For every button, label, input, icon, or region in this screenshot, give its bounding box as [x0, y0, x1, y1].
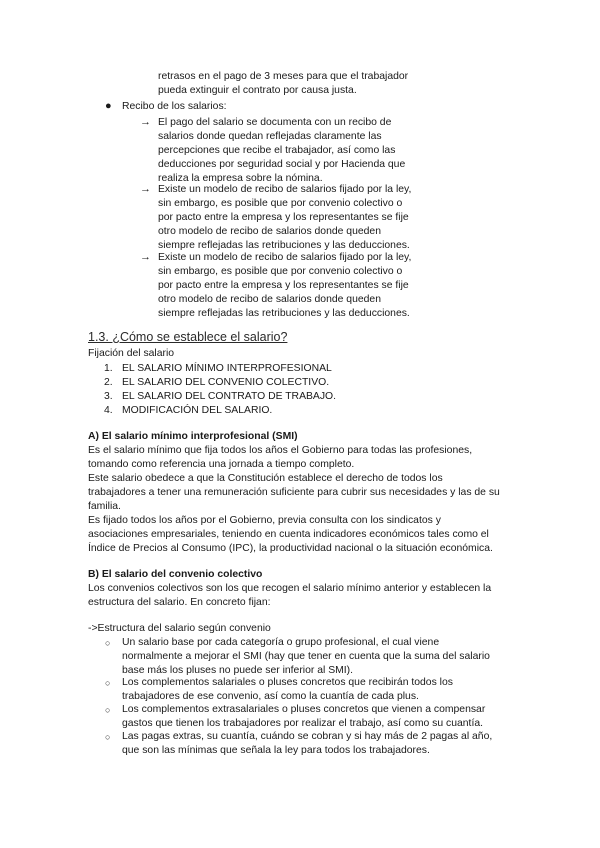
paragraph-line: Es fijado todos los años por el Gobierno, previa consulta con los sindicatos y	[88, 515, 441, 526]
numbered-list-item: EL SALARIO DEL CONVENIO COLECTIVO.	[122, 377, 330, 388]
bullet-dot-icon: ●	[105, 100, 112, 112]
paragraph-line: trabajadores a tener una remuneración suficiente para cubrir sus necesidades y las de su	[88, 487, 500, 498]
paragraph-line: tomando como referencia una jornada a tiempo completo.	[88, 459, 355, 470]
numbered-list-item: EL SALARIO MÍNIMO INTERPROFESIONAL	[122, 363, 332, 374]
section-heading	[88, 331, 287, 345]
list-number: 1.	[104, 363, 113, 374]
circle-list-line: Los complementos salariales o pluses concretos que recibirán todos los	[122, 677, 453, 688]
bullet-circle-icon: ○	[105, 705, 111, 715]
circle-list-line: base más los pluses no puede ser inferior al SMI).	[122, 665, 354, 676]
subsection-heading: B) El salario del convenio colectivo	[88, 569, 263, 580]
paragraph-line: Este salario obedece a que la Constitución establece el derecho de todos los	[88, 473, 443, 484]
list-number: 2.	[104, 377, 113, 388]
bullet-label: Recibo de los salarios:	[122, 101, 227, 112]
arrow-item-line: deducciones por seguridad social y por Hacienda que	[158, 159, 406, 170]
circle-list-line: Las pagas extras, su cuantía, cuándo se cobran y si hay más de 2 pagas al año,	[122, 731, 493, 742]
numbered-list-item: EL SALARIO DEL CONTRATO DE TRABAJO.	[122, 391, 337, 402]
arrow-item-line: El pago del salario se documenta con un recibo de	[158, 117, 392, 128]
numbered-list-item: MODIFICACIÓN DEL SALARIO.	[122, 405, 273, 416]
arrow-item-line: Existe un modelo de recibo de salarios fijado por la ley,	[158, 184, 412, 195]
arrow-item-line: percepciones que recibe el trabajador, así como las	[158, 145, 396, 156]
circle-list-line: Los complementos extrasalariales o pluses concretos que vienen a compensar	[122, 704, 486, 715]
list-number: 3.	[104, 391, 113, 402]
paragraph-line: Es el salario mínimo que fija todos los años el Gobierno para todas las profesiones,	[88, 445, 473, 456]
paragraph-line: Los convenios colectivos son los que recogen el salario mínimo anterior y establecen la	[88, 583, 492, 594]
arrow-item-line: sin embargo, es posible que por convenio colectivo o	[158, 198, 403, 209]
paragraph-line: Índice de Precios al Consumo (IPC), la productividad nacional o la situación económica.	[88, 543, 493, 554]
paragraph-line: familia.	[88, 501, 121, 512]
section-heading-text: 1.3. ¿Cómo se establece el salario?	[88, 330, 288, 344]
circle-list-line: trabajadores de ese convenio, así como la cuantía de cada plus.	[122, 691, 419, 702]
arrow-right-icon: →	[140, 251, 151, 263]
circle-list-line: normalmente a mejorar el SMI (hay que tener en cuenta que la suma del salario	[122, 651, 490, 662]
arrow-item-line: otro modelo de recibo de salarios donde queden	[158, 226, 381, 237]
arrow-item-line: por pacto entre la empresa y los representantes se fije	[158, 212, 409, 223]
section-subtitle: Fijación del salario	[88, 348, 175, 359]
continued-text-line: retrasos en el pago de 3 meses para que el trabajador	[158, 71, 409, 82]
bullet-circle-icon: ○	[105, 732, 111, 742]
arrow-right-icon: →	[140, 116, 151, 128]
arrow-item-line: siempre reflejadas las retribuciones y las deducciones.	[158, 240, 410, 251]
circle-list-line: gastos que tienen los trabajadores por realizar el trabajo, así como su cuantía.	[122, 718, 483, 729]
continued-text-line: pueda extinguir el contrato por causa justa.	[158, 85, 357, 96]
arrow-item-line: Existe un modelo de recibo de salarios fijado por la ley,	[158, 252, 412, 263]
arrow-item-line: sin embargo, es posible que por convenio colectivo o	[158, 266, 403, 277]
circle-list-line: Un salario base por cada categoría o grupo profesional, el cual viene	[122, 637, 440, 648]
circle-list-line: que son las mínimas que señala la ley para todos los trabajadores.	[122, 745, 430, 756]
arrow-item-line: salarios donde quedan reflejadas claramente las	[158, 131, 382, 142]
arrow-item-line: siempre reflejadas las retribuciones y las deducciones.	[158, 308, 410, 319]
list-number: 4.	[104, 405, 113, 416]
paragraph-line: asociaciones empresariales, teniendo en cuenta indicadores económicos tales como el	[88, 529, 489, 540]
structure-label: ->Estructura del salario según convenio	[88, 623, 271, 634]
arrow-right-icon: →	[140, 183, 151, 195]
bullet-circle-icon: ○	[105, 678, 111, 688]
bullet-circle-icon: ○	[105, 638, 111, 648]
subsection-heading: A) El salario mínimo interprofesional (SMI)	[88, 431, 298, 442]
arrow-item-line: realiza la empresa sobre la nómina.	[158, 173, 323, 184]
arrow-item-line: por pacto entre la empresa y los representantes se fije	[158, 280, 409, 291]
paragraph-line: estructura del salario. En concreto fijan:	[88, 597, 271, 608]
arrow-item-line: otro modelo de recibo de salarios donde queden	[158, 294, 381, 305]
